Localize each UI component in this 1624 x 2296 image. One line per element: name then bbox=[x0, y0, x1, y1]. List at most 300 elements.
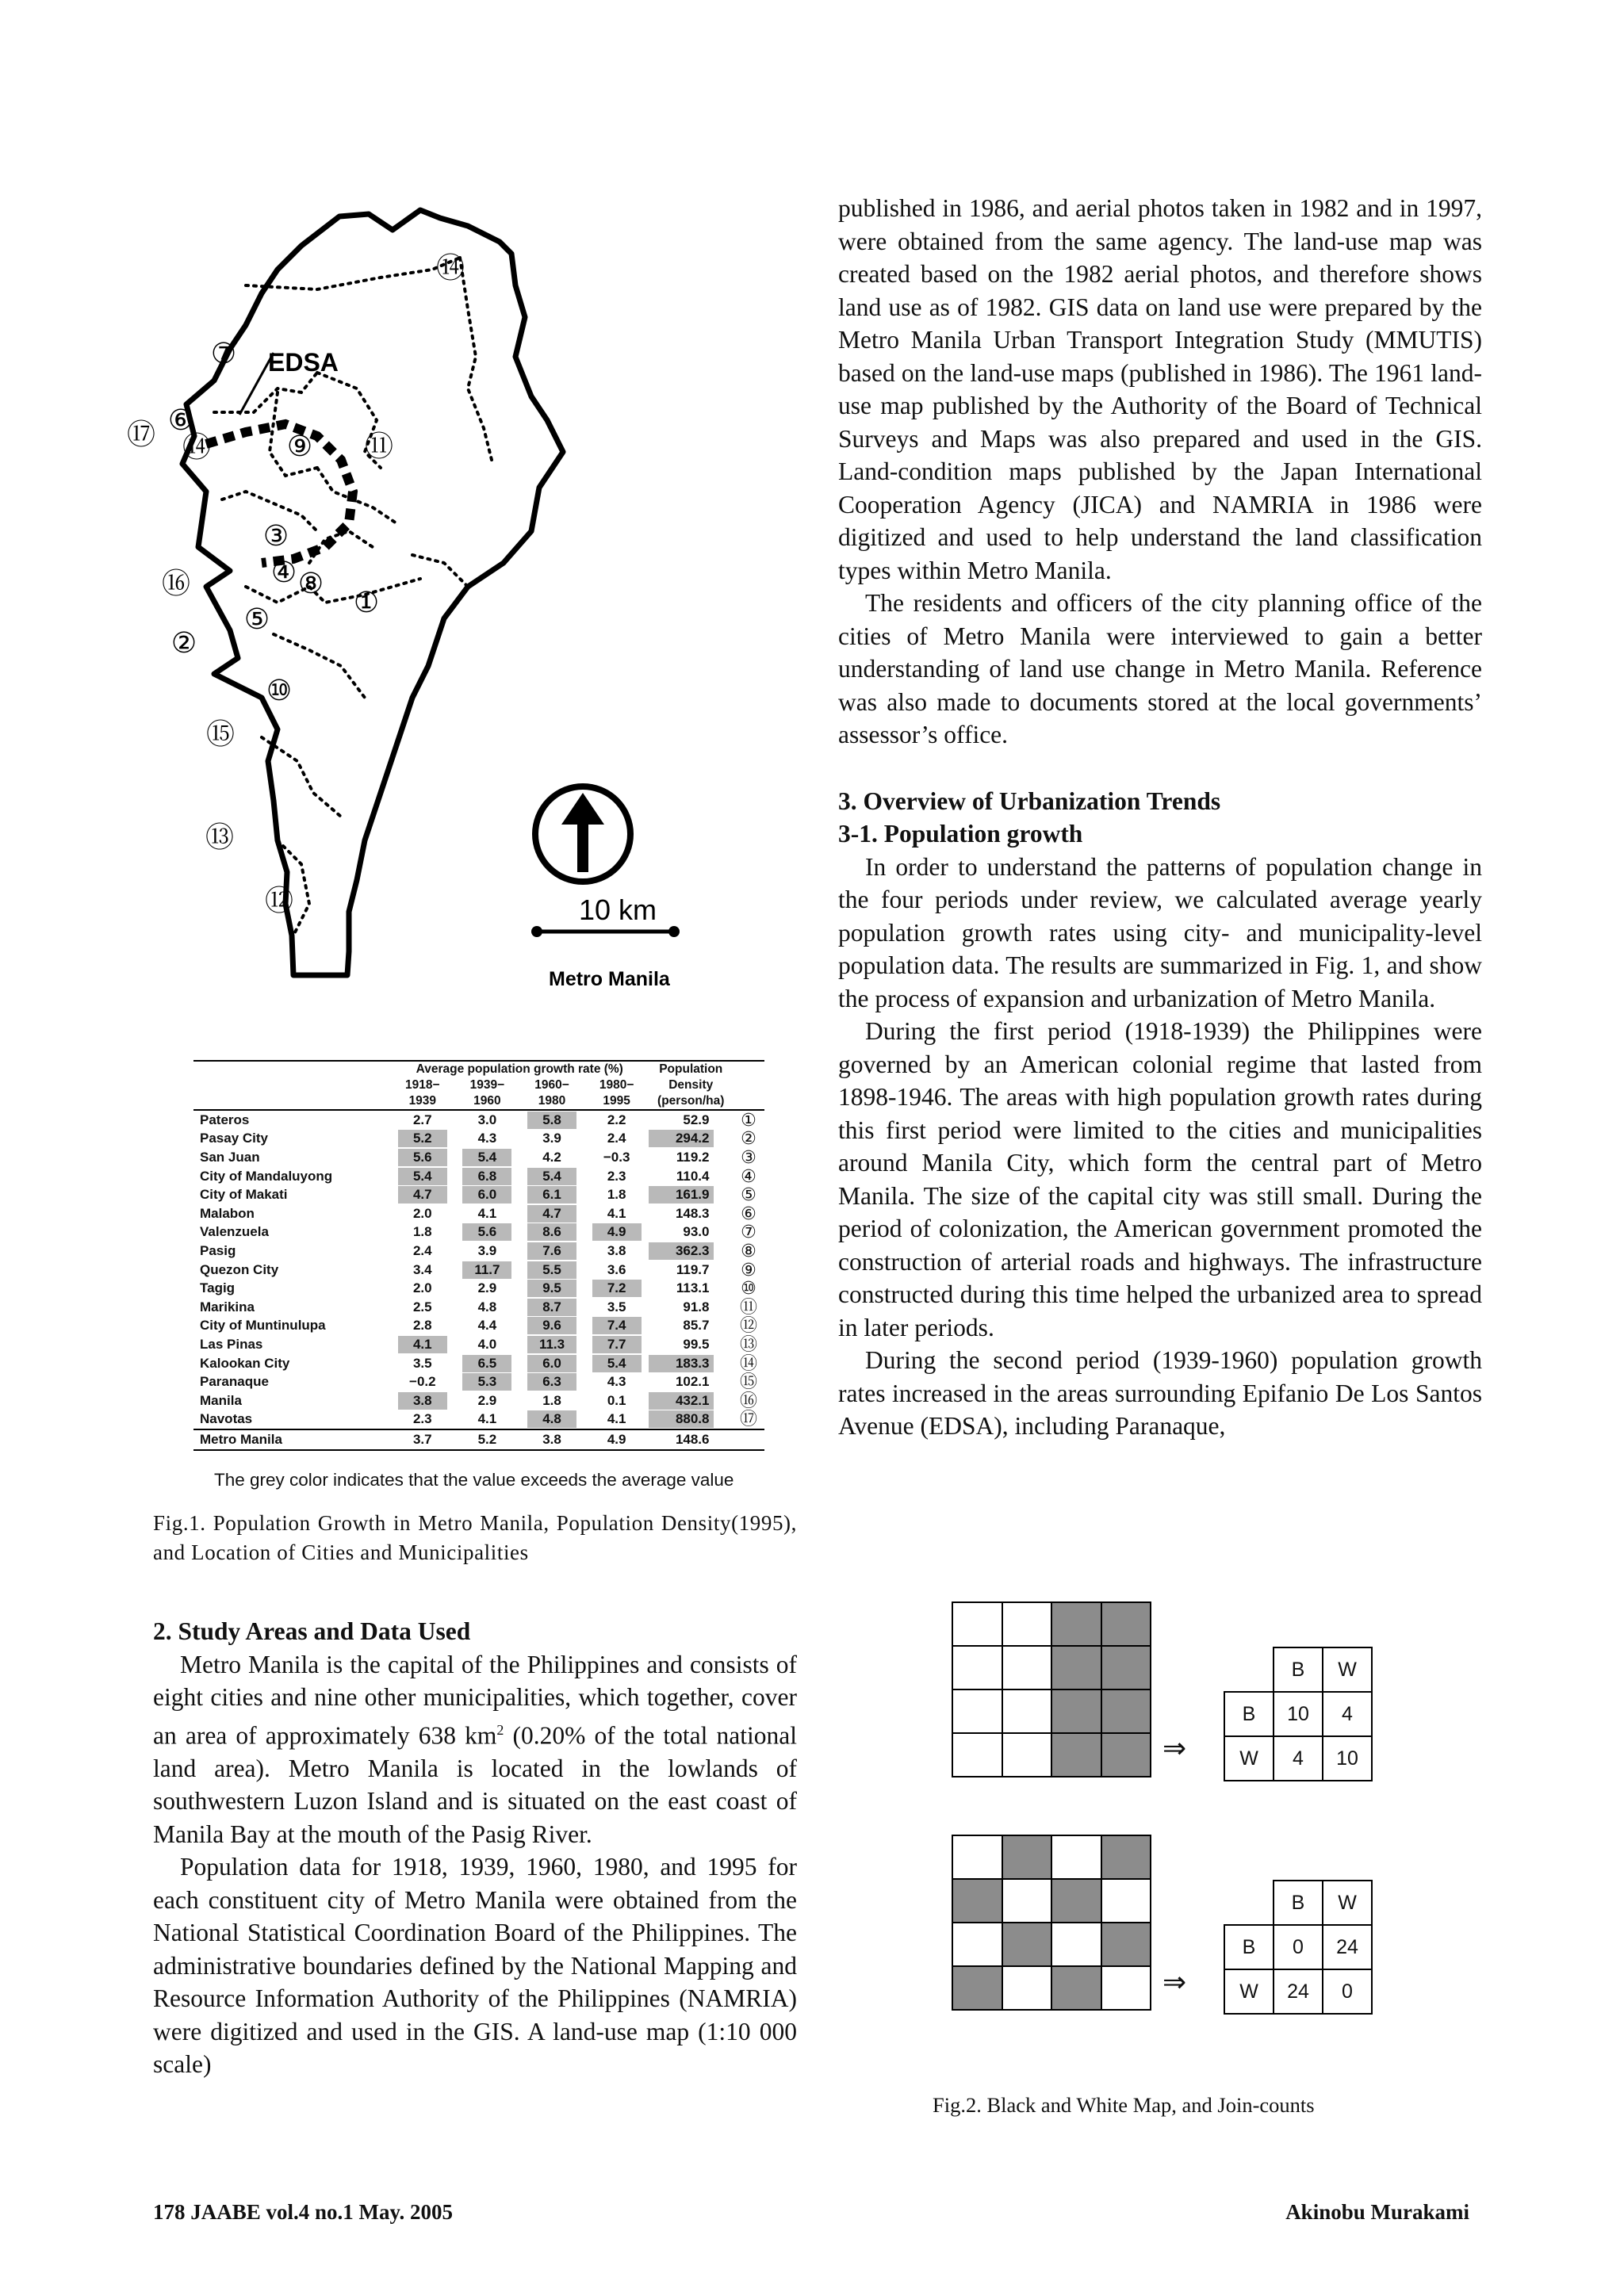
growth-cell bbox=[584, 1279, 649, 1298]
section-2-heading: 2. Study Areas and Data Used bbox=[153, 1617, 471, 1645]
table-row bbox=[193, 1317, 764, 1336]
jc-row bbox=[1224, 1925, 1372, 1969]
white-cell bbox=[1003, 1880, 1053, 1923]
city-name: Pasig bbox=[200, 1242, 236, 1258]
cell-value: 4.1 bbox=[477, 1205, 497, 1221]
jc-row-header: B bbox=[1224, 1692, 1274, 1736]
jc-col-header: B bbox=[1274, 1647, 1323, 1692]
growth-cell bbox=[584, 1354, 649, 1373]
total-cell bbox=[519, 1429, 584, 1450]
cell-value: 5.3 bbox=[462, 1373, 511, 1391]
growth-cell bbox=[390, 1372, 455, 1391]
white-cell bbox=[953, 1690, 1003, 1734]
city-name: Pasay City bbox=[200, 1131, 268, 1146]
growth-cell bbox=[519, 1167, 584, 1186]
growth-cell bbox=[455, 1185, 520, 1204]
marker-7: ⑦ bbox=[210, 338, 237, 370]
growth-cell bbox=[519, 1279, 584, 1298]
growth-cell bbox=[584, 1110, 649, 1130]
join-count-table-clustered bbox=[1224, 1647, 1373, 1781]
total-name: Metro Manila bbox=[193, 1429, 390, 1450]
growth-cell bbox=[390, 1110, 455, 1130]
city-marker: ⑬ bbox=[739, 1334, 757, 1354]
jc-count: 0 bbox=[1274, 1925, 1323, 1969]
cell-value: 5.5 bbox=[527, 1261, 576, 1279]
table-row bbox=[193, 1354, 764, 1373]
table-header-row bbox=[193, 1061, 764, 1077]
total-cell bbox=[455, 1429, 520, 1450]
density-cell bbox=[649, 1410, 733, 1430]
cell-value: 9.6 bbox=[527, 1317, 576, 1334]
growth-cell bbox=[584, 1148, 649, 1167]
cell-value: 7.4 bbox=[592, 1317, 642, 1334]
period-4-start: 1980− bbox=[599, 1078, 634, 1092]
marker-4: ④ bbox=[270, 557, 297, 589]
growth-cell bbox=[455, 1372, 520, 1391]
total-marker-blank bbox=[733, 1429, 764, 1450]
cell-value: 4.9 bbox=[607, 1431, 626, 1447]
right-column bbox=[838, 192, 1482, 1443]
city-name: Valenzuela bbox=[200, 1224, 269, 1240]
white-cell bbox=[1003, 1967, 1053, 2011]
marker-8: ⑧ bbox=[297, 568, 324, 600]
table-body bbox=[193, 1110, 764, 1450]
cell-value: 6.0 bbox=[527, 1355, 576, 1372]
cell-value: 183.3 bbox=[649, 1355, 714, 1372]
jc-count: 10 bbox=[1323, 1736, 1372, 1781]
city-name: Manila bbox=[200, 1392, 242, 1408]
section-2-para-2: Population data for 1918, 1939, 1960, 1980, and 1995 for each constituent city of Metro Manila were obtained from the National Statistical Coordination Board of the Philippines. The administrative boundaries defined by the National Mapping and Resource Information Authority of the Philippines (NAMRIA) were digitized and used in the GIS. A land-use map (1:10 000 scale) bbox=[153, 1853, 797, 2078]
cell-value: 148.3 bbox=[675, 1205, 710, 1221]
north-arrow-icon bbox=[535, 786, 630, 882]
growth-cell bbox=[455, 1242, 520, 1261]
cell-value: 5.2 bbox=[477, 1431, 497, 1447]
black-cell bbox=[1102, 1603, 1152, 1647]
growth-cell bbox=[519, 1110, 584, 1130]
cell-value: 3.5 bbox=[607, 1299, 626, 1314]
density-cell bbox=[649, 1298, 733, 1317]
jc-row bbox=[1224, 1736, 1372, 1781]
growth-cell bbox=[390, 1410, 455, 1430]
growth-title: Average population growth rate (%) bbox=[390, 1061, 649, 1077]
cell-value: 3.9 bbox=[542, 1131, 561, 1146]
growth-cell bbox=[455, 1391, 520, 1410]
city-name: Paranaque bbox=[200, 1374, 269, 1390]
cell-value: 2.5 bbox=[412, 1299, 432, 1314]
growth-cell bbox=[390, 1148, 455, 1167]
bw-grid-clustered bbox=[952, 1601, 1151, 1777]
growth-cell bbox=[519, 1261, 584, 1280]
cell-value: 3.4 bbox=[412, 1261, 432, 1277]
marker-16: ⑯ bbox=[161, 568, 191, 600]
city-marker: ⑩ bbox=[741, 1278, 756, 1299]
jc-corner bbox=[1224, 1647, 1274, 1692]
black-cell bbox=[953, 1967, 1003, 2011]
period-1-end: 1939 bbox=[408, 1094, 437, 1108]
jc-row-header: W bbox=[1224, 1969, 1274, 2014]
white-cell bbox=[1052, 1923, 1102, 1967]
city-marker: ⑯ bbox=[739, 1390, 757, 1410]
cell-value: 7.6 bbox=[527, 1242, 576, 1260]
cell-value: 8.7 bbox=[527, 1299, 576, 1316]
growth-cell bbox=[390, 1167, 455, 1186]
cell-value: 5.2 bbox=[398, 1130, 447, 1147]
city-name: Malabon bbox=[200, 1205, 255, 1221]
cell-value: 2.2 bbox=[607, 1112, 626, 1127]
period-2-start: 1939− bbox=[469, 1078, 505, 1092]
cell-value: 119.2 bbox=[676, 1149, 710, 1165]
city-marker: ⑥ bbox=[741, 1203, 756, 1223]
marker-9: ⑨ bbox=[286, 430, 313, 463]
growth-cell bbox=[584, 1391, 649, 1410]
cell-value: 6.5 bbox=[462, 1355, 511, 1372]
marker-14-north: ⑭ bbox=[435, 252, 465, 285]
city-marker: ⑭ bbox=[739, 1353, 757, 1373]
growth-cell bbox=[584, 1185, 649, 1204]
growth-cell bbox=[519, 1242, 584, 1261]
cell-value: 6.0 bbox=[462, 1186, 511, 1203]
growth-cell bbox=[584, 1204, 649, 1223]
growth-cell bbox=[455, 1317, 520, 1336]
marker-15: ⑮ bbox=[205, 718, 236, 751]
marker-6: ⑥ bbox=[167, 404, 194, 437]
density-cell bbox=[649, 1242, 733, 1261]
table-subheader-row-2 bbox=[193, 1093, 764, 1110]
table-row bbox=[193, 1335, 764, 1354]
black-cell bbox=[1003, 1836, 1053, 1880]
cell-value: 5.6 bbox=[462, 1223, 511, 1241]
scale-label: 10 km bbox=[579, 894, 657, 926]
cell-value: 52.9 bbox=[683, 1112, 710, 1127]
cell-value: 2.3 bbox=[607, 1168, 626, 1184]
growth-cell bbox=[584, 1335, 649, 1354]
table-row bbox=[193, 1204, 764, 1223]
growth-cell bbox=[455, 1335, 520, 1354]
white-cell bbox=[1052, 1836, 1102, 1880]
growth-cell bbox=[455, 1410, 520, 1430]
jc-header-row bbox=[1224, 1881, 1372, 1925]
cell-value: 2.8 bbox=[412, 1318, 432, 1334]
table-row bbox=[193, 1110, 764, 1130]
density-cell bbox=[649, 1148, 733, 1167]
density-unit: (person/ha) bbox=[657, 1094, 725, 1108]
city-marker: ⑤ bbox=[741, 1184, 756, 1205]
black-cell bbox=[953, 1880, 1003, 1923]
left-column bbox=[153, 1615, 797, 2081]
city-name: Navotas bbox=[193, 1410, 390, 1430]
para-residents: The residents and officers of the city planning office of the cities of Metro Manila were interviewed to gain a better understanding of land use change in Metro Manila. Reference was also made to documents stored at the local governments’ assessor’s office. bbox=[838, 589, 1482, 748]
cell-value: 91.8 bbox=[683, 1299, 710, 1314]
cell-value: 1.8 bbox=[542, 1392, 561, 1408]
footer-author: Akinobu Murakami bbox=[1285, 2200, 1469, 2224]
growth-cell bbox=[455, 1298, 520, 1317]
cell-value: 3.8 bbox=[542, 1431, 561, 1447]
black-cell bbox=[1052, 1690, 1102, 1734]
marker-12: ⑫ bbox=[264, 885, 294, 917]
cell-value: 432.1 bbox=[649, 1392, 714, 1410]
marker-17: ⑰ bbox=[126, 419, 156, 451]
black-cell bbox=[1102, 1836, 1152, 1880]
white-cell bbox=[1003, 1690, 1053, 1734]
section-2-para-1 bbox=[153, 1648, 797, 1851]
table-total-row bbox=[193, 1429, 764, 1450]
cell-value: 5.4 bbox=[398, 1168, 447, 1185]
cell-value: 3.0 bbox=[477, 1112, 497, 1127]
growth-cell bbox=[584, 1223, 649, 1242]
city-marker: ① bbox=[733, 1110, 764, 1130]
cell-value: 4.3 bbox=[477, 1131, 497, 1146]
white-cell bbox=[1003, 1603, 1053, 1647]
growth-cell bbox=[455, 1279, 520, 1298]
cell-value: 1.8 bbox=[412, 1224, 432, 1240]
cell-value: 113.1 bbox=[676, 1280, 710, 1296]
cell-value: 2.0 bbox=[412, 1205, 432, 1221]
white-cell bbox=[1102, 1967, 1152, 2011]
join-count-table-checker bbox=[1224, 1880, 1373, 2015]
growth-cell bbox=[584, 1130, 649, 1149]
growth-cell bbox=[390, 1298, 455, 1317]
growth-cell bbox=[519, 1298, 584, 1317]
cell-value: 4.1 bbox=[607, 1205, 626, 1221]
cell-value: 4.8 bbox=[527, 1410, 576, 1428]
growth-cell bbox=[519, 1223, 584, 1242]
cell-value: 2.3 bbox=[412, 1411, 432, 1427]
growth-cell bbox=[519, 1204, 584, 1223]
city-marker: ② bbox=[741, 1128, 756, 1149]
marker-14-south: ⑭ bbox=[182, 431, 212, 464]
growth-cell bbox=[390, 1204, 455, 1223]
cell-value: 4.8 bbox=[477, 1299, 497, 1314]
cell-value: 5.8 bbox=[527, 1112, 576, 1129]
cell-value: 5.4 bbox=[527, 1168, 576, 1185]
growth-cell bbox=[584, 1261, 649, 1280]
cell-value: 85.7 bbox=[683, 1318, 710, 1334]
fig2-caption: Fig.2. Black and White Map, and Join-counts bbox=[933, 2093, 1315, 2117]
growth-cell bbox=[455, 1110, 520, 1130]
table-row bbox=[193, 1261, 764, 1280]
growth-cell bbox=[455, 1261, 520, 1280]
black-cell bbox=[1052, 1967, 1102, 2011]
density-cell bbox=[649, 1167, 733, 1186]
cell-value: 7.7 bbox=[592, 1336, 642, 1353]
jc-row-header: W bbox=[1224, 1736, 1274, 1781]
black-cell bbox=[1102, 1923, 1152, 1967]
density-cell bbox=[649, 1354, 733, 1373]
cell-value: 4.3 bbox=[607, 1374, 626, 1390]
city-name: Kalookan City bbox=[200, 1355, 290, 1371]
cell-value: −0.2 bbox=[409, 1374, 436, 1390]
cell-value: −0.3 bbox=[603, 1149, 630, 1165]
city-marker: ⑫ bbox=[739, 1315, 757, 1336]
jc-count: 0 bbox=[1323, 1969, 1372, 2014]
city-marker: ⑪ bbox=[739, 1296, 757, 1317]
density-sub: Density bbox=[668, 1078, 714, 1092]
cell-value: 5.4 bbox=[462, 1149, 511, 1166]
cell-value: 9.5 bbox=[527, 1280, 576, 1297]
cell-value: 4.7 bbox=[398, 1186, 447, 1203]
cell-value: 4.1 bbox=[398, 1336, 447, 1353]
cell-value: 2.4 bbox=[607, 1131, 626, 1146]
marker-13: ⑬ bbox=[205, 821, 235, 854]
growth-cell bbox=[390, 1335, 455, 1354]
section-2-para-1-rest: (0.20% of the total national land area). Metro Manila is located in the lowlands of southwestern Luzon Island and is situated on the east coast of Manila Bay at the mouth of the Pasig River. bbox=[153, 1721, 797, 1848]
density-cell bbox=[649, 1335, 733, 1354]
growth-cell bbox=[455, 1223, 520, 1242]
white-cell bbox=[953, 1647, 1003, 1690]
cell-value: 161.9 bbox=[649, 1186, 714, 1203]
white-cell bbox=[1102, 1880, 1152, 1923]
city-marker: ③ bbox=[741, 1146, 756, 1167]
region-label: Metro Manila bbox=[549, 968, 670, 990]
jc-col-header: W bbox=[1323, 1881, 1372, 1925]
growth-cell bbox=[584, 1167, 649, 1186]
cell-value: 0.1 bbox=[607, 1392, 626, 1408]
cell-value: 1.8 bbox=[607, 1187, 626, 1203]
period-3-end: 1980 bbox=[538, 1094, 566, 1108]
cell-value: 3.8 bbox=[607, 1242, 626, 1258]
growth-cell bbox=[455, 1148, 520, 1167]
white-cell bbox=[953, 1734, 1003, 1777]
growth-cell bbox=[519, 1410, 584, 1430]
city-marker: ⑰ bbox=[733, 1410, 764, 1430]
jc-corner bbox=[1224, 1881, 1274, 1925]
section-3-heading: 3. Overview of Urbanization Trends bbox=[838, 786, 1221, 815]
scale-bar bbox=[531, 894, 680, 937]
cell-value: 362.3 bbox=[649, 1242, 714, 1260]
cell-value: 4.9 bbox=[592, 1223, 642, 1241]
growth-cell bbox=[390, 1223, 455, 1242]
density-cell bbox=[649, 1279, 733, 1298]
period-2-end: 1960 bbox=[473, 1094, 501, 1108]
footer-page-info: 178 JAABE vol.4 no.1 May. 2005 bbox=[153, 2200, 454, 2224]
table-row bbox=[193, 1298, 764, 1317]
cell-value: 3.7 bbox=[412, 1431, 432, 1447]
city-name: City of Muntinulupa bbox=[200, 1318, 326, 1334]
growth-cell bbox=[584, 1298, 649, 1317]
fig1-caption: Fig.1. Population Growth in Metro Manila, Population Density(1995), and Location of Cities and Municipalities bbox=[153, 1511, 797, 1564]
cell-value: 6.3 bbox=[527, 1373, 576, 1391]
growth-cell bbox=[519, 1391, 584, 1410]
cell-value: 3.6 bbox=[607, 1261, 626, 1277]
cell-value: 8.6 bbox=[527, 1223, 576, 1241]
cell-value: 99.5 bbox=[683, 1336, 710, 1352]
marker-2: ② bbox=[170, 627, 197, 660]
metro-manila-map bbox=[126, 190, 737, 1031]
city-name: Pateros bbox=[193, 1110, 390, 1130]
cell-value: 880.8 bbox=[649, 1410, 714, 1428]
growth-cell bbox=[584, 1410, 649, 1430]
growth-cell bbox=[390, 1391, 455, 1410]
jc-count: 4 bbox=[1323, 1692, 1372, 1736]
cell-value: 2.9 bbox=[477, 1280, 497, 1296]
marker-5: ⑤ bbox=[243, 603, 270, 636]
cell-value: 4.4 bbox=[477, 1318, 497, 1334]
marker-10: ⑩ bbox=[266, 675, 293, 707]
jc-row bbox=[1224, 1692, 1372, 1736]
growth-cell bbox=[455, 1204, 520, 1223]
city-marker: ⑨ bbox=[741, 1259, 756, 1280]
cell-value: 2.4 bbox=[412, 1242, 432, 1258]
growth-cell bbox=[584, 1242, 649, 1261]
density-cell bbox=[649, 1204, 733, 1223]
density-cell bbox=[649, 1185, 733, 1204]
jc-col-header: W bbox=[1323, 1647, 1372, 1692]
jc-row-header: B bbox=[1224, 1925, 1274, 1969]
cell-value: 2.7 bbox=[412, 1112, 432, 1127]
black-cell bbox=[1052, 1603, 1102, 1647]
growth-cell bbox=[584, 1317, 649, 1336]
city-name: Las Pinas bbox=[200, 1336, 263, 1352]
city-name: Tagig bbox=[200, 1280, 236, 1296]
density-cell bbox=[649, 1130, 733, 1149]
density-cell bbox=[649, 1261, 733, 1280]
section-3-1-heading: 3-1. Population growth bbox=[838, 820, 1083, 848]
growth-cell bbox=[390, 1185, 455, 1204]
white-cell bbox=[953, 1603, 1003, 1647]
jc-count: 24 bbox=[1274, 1969, 1323, 2014]
period-1-start: 1918− bbox=[405, 1078, 440, 1092]
km-superscript: 2 bbox=[496, 1721, 504, 1738]
para-continued: published in 1986, and aerial photos taken in 1982 and in 1997, were obtained from the same agency. The land-use map was created based on the 1982 aerial photos, and therefore shows land use as of 1982. GIS data on land use were prepared by the Metro Manila Urban Transport Integration Study (MMUTIS) based on the land-use maps (published in 1986). The 1961 land-use map published by the Authority of the Board of Technical Surveys and Maps was also prepared and used in the GIS. Land-condition maps published by the Japan International Cooperation Agency (JICA) and NAMRIA in 1986 were digitized and used to help understand the land classification types within Metro Manila. bbox=[838, 194, 1482, 584]
table-row bbox=[193, 1148, 764, 1167]
cell-value: 2.0 bbox=[412, 1280, 432, 1296]
growth-cell bbox=[519, 1335, 584, 1354]
cell-value: 5.6 bbox=[398, 1149, 447, 1166]
density-cell bbox=[649, 1372, 733, 1391]
density-title: Population bbox=[649, 1061, 733, 1077]
cell-value: 2.9 bbox=[477, 1392, 497, 1408]
cell-value: 11.3 bbox=[527, 1336, 576, 1353]
cell-value: 102.1 bbox=[675, 1374, 710, 1390]
growth-cell bbox=[519, 1185, 584, 1204]
cell-value: 4.0 bbox=[477, 1336, 497, 1352]
cell-value: 5.4 bbox=[592, 1355, 642, 1372]
arrow-icon: ⇒ bbox=[1162, 1732, 1187, 1765]
cell-value: 3.8 bbox=[398, 1392, 447, 1410]
section-3-1-para-3: During the second period (1939-1960) population growth rates increased in the areas surrounding Epifanio De Los Santos Avenue (EDSA), including Paranaque, bbox=[838, 1346, 1482, 1440]
black-cell bbox=[1102, 1647, 1152, 1690]
black-cell bbox=[1003, 1923, 1053, 1967]
table-row bbox=[193, 1130, 764, 1149]
total-cell bbox=[649, 1429, 733, 1450]
city-name: City of Mandaluyong bbox=[200, 1168, 333, 1184]
jc-header-row bbox=[1224, 1647, 1372, 1692]
jc-row bbox=[1224, 1969, 1372, 2014]
cell-value: 4.7 bbox=[527, 1205, 576, 1223]
section-3-1-para-1: In order to understand the patterns of population change in the four periods under review, we calculated average yearly population growth rates using city- and municipality-level population data. The results are summarized in Fig. 1, and show the process of expansion and urbanization of Metro Manila. bbox=[838, 852, 1482, 1012]
jc-count: 10 bbox=[1274, 1692, 1323, 1736]
jc-count: 24 bbox=[1323, 1925, 1372, 1969]
cell-value: 93.0 bbox=[683, 1224, 710, 1240]
city-name: City of Makati bbox=[200, 1187, 288, 1203]
growth-cell bbox=[390, 1242, 455, 1261]
black-cell bbox=[1102, 1690, 1152, 1734]
cell-value: 4.2 bbox=[542, 1149, 561, 1165]
period-4-end: 1995 bbox=[603, 1094, 630, 1108]
growth-cell bbox=[455, 1354, 520, 1373]
edsa-label: EDSA bbox=[268, 348, 339, 377]
growth-cell bbox=[455, 1130, 520, 1149]
population-table bbox=[193, 1060, 764, 1451]
growth-cell bbox=[519, 1372, 584, 1391]
growth-cell bbox=[455, 1167, 520, 1186]
cell-value: 11.7 bbox=[462, 1261, 511, 1279]
section-3-1-para-2: During the first period (1918-1939) the Philippines were governed by an American colonial regime that lasted from 1898-1946. The areas with high population growth rates during this first period were limited to the cities and municipalities around Manila City, which form the central part of Metro Manila. The size of the capital city was still small. During the period of colonization, the American government promoted the construction of arterial roads and highways. The infrastructure constructed during this time helped the urbanized area to spread in later periods. bbox=[838, 1017, 1482, 1341]
total-cell bbox=[390, 1429, 455, 1450]
grey-note: The grey color indicates that the value exceeds the average value bbox=[214, 1470, 734, 1490]
growth-cell bbox=[519, 1354, 584, 1373]
growth-cell bbox=[390, 1279, 455, 1298]
